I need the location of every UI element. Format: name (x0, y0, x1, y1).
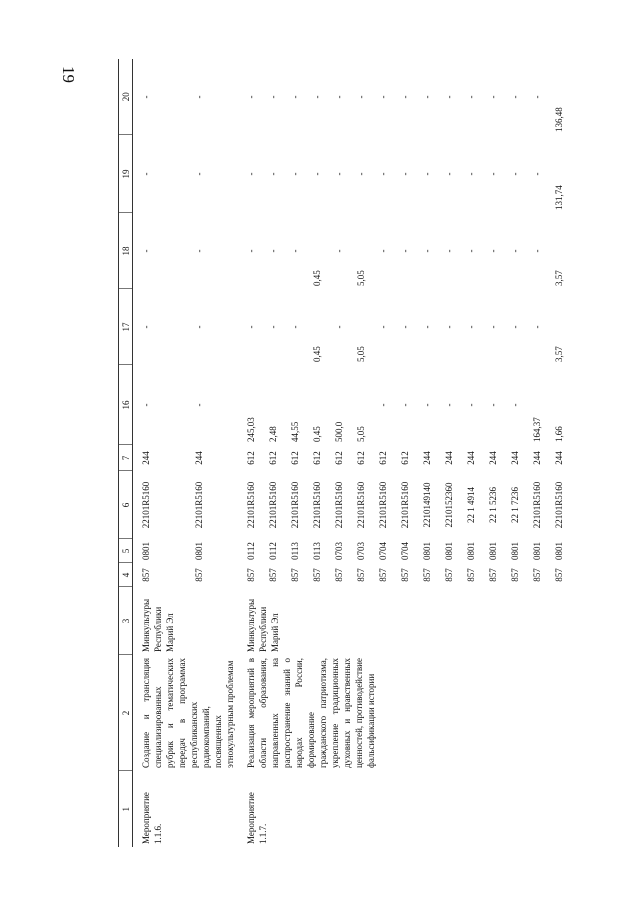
value-18: 0,45 (312, 270, 322, 286)
code-section: 0801 (532, 542, 542, 560)
code-target: 22 1 7236 (510, 487, 520, 523)
code-expense: 612 (356, 451, 366, 465)
value-19: - (422, 172, 432, 176)
value-16: - (422, 403, 432, 407)
value-20: - (312, 95, 322, 99)
code-section: 0801 (554, 542, 564, 560)
value-20: - (488, 95, 498, 99)
budget-table (118, 59, 572, 847)
code-expense: 244 (141, 451, 151, 465)
column-header: 6 (119, 471, 133, 539)
value-19: 131,74 (554, 185, 564, 210)
code-section: 0113 (290, 542, 300, 560)
value-16: 500,0 (334, 421, 344, 442)
value-16: - (378, 403, 388, 407)
code-section: 0704 (378, 542, 388, 560)
value-16: - (488, 403, 498, 407)
code-grbs: 857 (194, 568, 205, 582)
code-grbs: 857 (400, 568, 410, 582)
value-16: - (510, 403, 520, 407)
value-19: - (194, 172, 205, 176)
value-20: - (532, 95, 542, 99)
value-18: - (466, 249, 476, 253)
code-target: 22101R5160 (356, 481, 366, 529)
value-19: - (141, 172, 151, 176)
value-17: - (246, 325, 256, 329)
code-grbs: 857 (356, 568, 366, 582)
value-17: 0,45 (312, 346, 322, 362)
value-17: - (466, 325, 476, 329)
code-grbs: 857 (268, 568, 278, 582)
value-17: - (444, 325, 454, 329)
value-17: - (268, 325, 278, 329)
column-header: 7 (119, 445, 133, 471)
code-section: 0801 (194, 542, 205, 560)
value-19: - (532, 172, 542, 176)
column-header: 18 (119, 213, 133, 289)
code-expense: 612 (400, 451, 410, 465)
column-header: 4 (119, 563, 133, 587)
value-18: 3,57 (554, 270, 564, 286)
value-17: - (141, 325, 151, 329)
value-18: - (444, 249, 454, 253)
value-16: - (466, 403, 476, 407)
code-grbs: 857 (378, 568, 388, 582)
code-section: 0801 (444, 542, 454, 560)
code-expense: 244 (554, 451, 564, 465)
code-grbs: 857 (141, 568, 151, 582)
table-row (238, 59, 264, 847)
code-expense: 612 (290, 451, 300, 465)
code-section: 0112 (246, 542, 256, 560)
value-19: - (444, 172, 454, 176)
code-target: 22101R5160 (194, 481, 205, 529)
value-16: 1,66 (554, 426, 564, 442)
value-20: - (246, 95, 256, 99)
value-16: 245,03 (246, 417, 256, 442)
measure-description: Реализация мероприятий в области образования, направленных на распространение знаний о народах России, формирование гражданского патриотизма, укрепление традиционных духовных и нравственных ценностей, противодействие фальсификации истории (246, 658, 376, 768)
code-section: 0801 (422, 542, 432, 560)
code-expense: 612 (312, 451, 322, 465)
column-header: 2 (119, 655, 133, 771)
column-header: 3 (119, 587, 133, 655)
value-20: - (378, 95, 388, 99)
value-18: - (141, 249, 151, 253)
code-expense: 612 (334, 451, 344, 465)
value-17: - (488, 325, 498, 329)
responsible-org: Минкультуры Республики Марий Эл (246, 598, 280, 652)
value-19: - (268, 172, 278, 176)
value-19: - (488, 172, 498, 176)
value-17: - (194, 325, 205, 329)
column-header: 5 (119, 539, 133, 563)
code-target: 22101R5160 (334, 481, 344, 529)
value-16: 5,05 (356, 426, 366, 442)
value-19: - (312, 172, 322, 176)
responsible-org: Минкультуры Республики Марий Эл (141, 598, 175, 652)
value-17: - (334, 325, 344, 329)
value-17: - (400, 325, 410, 329)
code-section: 0703 (356, 542, 366, 560)
code-section: 0703 (334, 542, 344, 560)
table-body (133, 59, 573, 847)
value-17: 3,57 (554, 346, 564, 362)
value-20: - (510, 95, 520, 99)
value-20: - (194, 95, 205, 99)
column-header: 16 (119, 365, 133, 445)
code-grbs: 857 (554, 568, 564, 582)
value-20: - (422, 95, 432, 99)
code-target: 2210152360 (444, 482, 454, 528)
code-target: 22101R5160 (246, 481, 256, 529)
measure-description: Создание и трансляция специализированных рубрик и тематических передач в программах республиканских радиокомпаний, посвященных этнокультурным проблемам (141, 658, 235, 768)
code-target: 22101R5160 (400, 481, 410, 529)
value-16: - (141, 403, 151, 407)
code-target: 22101R5160 (554, 481, 564, 529)
code-expense: 244 (194, 451, 205, 465)
code-grbs: 857 (488, 568, 498, 582)
value-16: 164,37 (532, 417, 542, 442)
value-17: - (510, 325, 520, 329)
value-18: - (378, 249, 388, 253)
value-19: - (466, 172, 476, 176)
code-target: 22101R5160 (290, 481, 300, 529)
column-header: 20 (119, 59, 133, 135)
page-number: 19 (59, 66, 78, 83)
code-expense: 612 (246, 451, 256, 465)
value-17: - (422, 325, 432, 329)
code-expense: 244 (488, 451, 498, 465)
value-19: - (356, 172, 366, 176)
value-18: - (422, 249, 432, 253)
value-16: - (400, 403, 410, 407)
value-20: - (334, 95, 344, 99)
code-expense: 244 (510, 451, 520, 465)
code-grbs: 857 (246, 568, 256, 582)
code-target: 22 1 5236 (488, 487, 498, 523)
value-16: 0,45 (312, 426, 322, 442)
code-section: 0112 (268, 542, 278, 560)
value-18: - (268, 249, 278, 253)
code-section: 0113 (312, 542, 322, 560)
value-20: - (356, 95, 366, 99)
code-target: 22101R5160 (312, 481, 322, 529)
code-section: 0801 (488, 542, 498, 560)
value-18: - (510, 249, 520, 253)
value-17: - (290, 325, 300, 329)
table-row (133, 59, 191, 847)
value-18: - (334, 249, 344, 253)
column-header: 1 (119, 771, 133, 847)
code-grbs: 857 (532, 568, 542, 582)
code-target: 22101R5160 (378, 481, 388, 529)
code-expense: 612 (268, 451, 278, 465)
value-17: - (378, 325, 388, 329)
code-grbs: 857 (466, 568, 476, 582)
column-header: 17 (119, 289, 133, 365)
code-section: 0704 (400, 542, 410, 560)
code-grbs: 857 (444, 568, 454, 582)
value-20: - (290, 95, 300, 99)
value-18: - (290, 249, 300, 253)
code-target: 22101R5160 (141, 481, 151, 529)
code-section: 0801 (510, 542, 520, 560)
value-18: - (488, 249, 498, 253)
code-target: 2210149140 (422, 482, 432, 528)
value-19: - (378, 172, 388, 176)
value-16: - (444, 403, 454, 407)
value-18: - (400, 249, 410, 253)
code-target: 22101R5160 (268, 481, 278, 529)
value-17: 5,05 (356, 346, 366, 362)
column-header: 19 (119, 135, 133, 213)
code-grbs: 857 (510, 568, 520, 582)
code-section: 0801 (466, 542, 476, 560)
value-19: - (400, 172, 410, 176)
value-16: 44,55 (290, 421, 300, 442)
code-grbs: 857 (312, 568, 322, 582)
value-19: - (510, 172, 520, 176)
value-18: - (532, 249, 542, 253)
value-18: - (194, 249, 205, 253)
value-19: - (290, 172, 300, 176)
code-grbs: 857 (334, 568, 344, 582)
value-20: - (141, 95, 151, 99)
value-16: 2,48 (268, 426, 278, 442)
value-20: - (466, 95, 476, 99)
code-target: 22101R5160 (532, 481, 542, 529)
value-20: - (268, 95, 278, 99)
code-expense: 612 (378, 451, 388, 465)
value-20: 136,48 (554, 107, 564, 132)
measure-id: Мероприятие 1.1.7. (246, 792, 268, 844)
code-expense: 244 (422, 451, 432, 465)
value-17: - (532, 325, 542, 329)
code-expense: 244 (532, 451, 542, 465)
code-section: 0801 (141, 542, 151, 560)
value-16: - (194, 403, 205, 407)
code-expense: 244 (466, 451, 476, 465)
value-20: - (400, 95, 410, 99)
value-18: 5,05 (356, 270, 366, 286)
code-grbs: 857 (422, 568, 432, 582)
value-20: - (444, 95, 454, 99)
code-grbs: 857 (290, 568, 300, 582)
value-19: - (246, 172, 256, 176)
code-expense: 244 (444, 451, 454, 465)
value-19: - (334, 172, 344, 176)
value-18: - (246, 249, 256, 253)
measure-id: Мероприятие 1.1.6. (141, 792, 163, 844)
code-target: 22 1 4914 (466, 487, 476, 523)
column-number-row (119, 59, 133, 847)
